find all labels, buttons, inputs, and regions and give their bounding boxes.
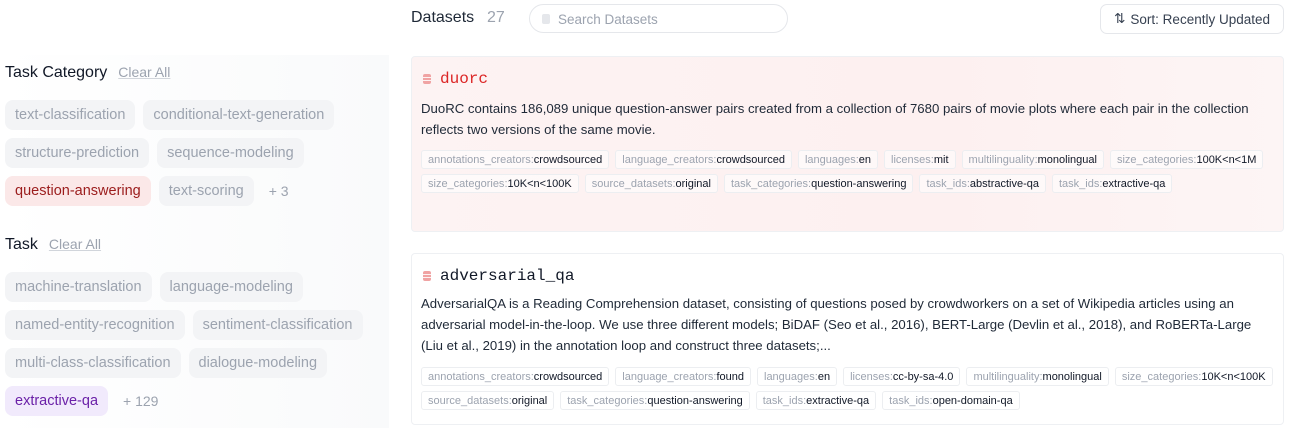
tag-value: 100K<n<1M xyxy=(1196,153,1257,166)
database-icon xyxy=(423,271,431,281)
tag-value: cc-by-sa-4.0 xyxy=(892,370,954,383)
tag-key: licenses xyxy=(891,153,931,166)
dataset-tag-chip[interactable] xyxy=(882,391,1020,410)
task-category-row xyxy=(5,138,304,168)
dataset-tag-chip[interactable] xyxy=(421,391,554,410)
tag-separator: : xyxy=(672,177,676,190)
tag-sequence-modeling[interactable]: sequence-modeling xyxy=(157,138,304,168)
tag-key: task_ids xyxy=(1059,177,1100,190)
task-title: Task xyxy=(5,236,38,253)
task-row xyxy=(5,310,363,340)
dataset-tag-chip[interactable] xyxy=(421,150,609,169)
dataset-card-header xyxy=(423,267,574,285)
tag-machine-translation[interactable]: machine-translation xyxy=(5,272,152,302)
tag-key: task_ids xyxy=(889,394,930,407)
tag-separator: : xyxy=(1034,153,1038,166)
tag-text-classification[interactable]: text-classification xyxy=(5,100,135,130)
dataset-tags xyxy=(421,150,1275,193)
tag-key: size_categories xyxy=(428,177,505,190)
task-category-row xyxy=(5,176,296,206)
dataset-tag-chip[interactable] xyxy=(1115,367,1273,386)
sort-button[interactable] xyxy=(1100,4,1284,34)
tag-text-scoring[interactable]: text-scoring xyxy=(159,176,254,206)
tag-value: original xyxy=(675,177,711,190)
tag-named-entity-recognition[interactable]: named-entity-recognition xyxy=(5,310,185,340)
tag-question-answering-selected[interactable]: question-answering xyxy=(5,176,151,206)
tag-value: open-domain-qa xyxy=(932,394,1013,407)
tag-separator: : xyxy=(713,370,717,383)
dataset-tag-chip[interactable] xyxy=(560,391,750,410)
tag-separator: : xyxy=(1193,153,1197,166)
task-category-row xyxy=(5,100,334,130)
search-icon xyxy=(542,14,550,24)
tag-separator: : xyxy=(530,153,534,166)
tag-separator: : xyxy=(644,394,648,407)
dataset-tag-chip[interactable] xyxy=(724,174,914,193)
tag-value: mit xyxy=(933,153,949,166)
tag-sentiment-classification[interactable]: sentiment-classification xyxy=(193,310,363,340)
tag-structure-prediction[interactable]: structure-prediction xyxy=(5,138,149,168)
tag-key: licenses xyxy=(850,370,890,383)
dataset-tag-chip[interactable] xyxy=(798,150,878,169)
dataset-count: 27 xyxy=(487,9,505,26)
tag-key: multilinguality xyxy=(968,153,1035,166)
tag-key: source_datasets xyxy=(591,177,673,190)
dataset-name[interactable]: adversarial_qa xyxy=(440,267,575,285)
dataset-tag-chip[interactable] xyxy=(962,150,1104,169)
tag-separator: : xyxy=(803,394,807,407)
dataset-name[interactable]: duorc xyxy=(440,70,489,88)
tag-separator: : xyxy=(855,153,859,166)
tag-value: en xyxy=(817,370,831,383)
tag-value: monolingual xyxy=(1042,370,1102,383)
tag-value: found xyxy=(716,370,744,383)
dataset-tag-chip[interactable] xyxy=(757,367,837,386)
tag-value: abstractive-qa xyxy=(969,177,1039,190)
dataset-tag-chip[interactable] xyxy=(615,367,751,386)
tag-separator: : xyxy=(814,370,818,383)
filter-sidebar xyxy=(0,55,389,428)
dataset-description: AdversarialQA is a Reading Comprehension dataset, consisting of questions posed by crowdworkers on a set of Wikipedia articles using an adversarial model-in-the-loop. We use three different models; BiDAF (Seo et al., 2016), BERT-Large (Devlin et al., 2018), and RoBERTa-Large (Liu et al., 2019) in the annotation loop and construct three datasets;... xyxy=(421,296,1252,353)
task-category-more[interactable]: + 3 xyxy=(268,183,289,199)
sort-icon: ⇅ xyxy=(1114,11,1126,26)
tag-value: crowdsourced xyxy=(533,153,603,166)
tag-key: task_categories xyxy=(730,177,809,190)
tag-separator: : xyxy=(504,177,508,190)
tag-separator: : xyxy=(929,394,933,407)
dataset-tag-chip[interactable] xyxy=(919,174,1046,193)
dataset-tag-chip[interactable] xyxy=(615,150,792,169)
tag-value: extractive-qa xyxy=(806,394,870,407)
task-row xyxy=(5,272,303,302)
tag-separator: : xyxy=(713,153,717,166)
tag-key: task_categories xyxy=(567,394,645,407)
dataset-tags xyxy=(421,367,1275,410)
tag-separator: : xyxy=(530,370,534,383)
dataset-tag-chip[interactable] xyxy=(1110,150,1263,169)
tag-separator: : xyxy=(508,394,512,407)
tag-dialogue-modeling[interactable]: dialogue-modeling xyxy=(189,348,328,378)
tag-separator: : xyxy=(1198,370,1202,383)
tag-key: annotations_creators xyxy=(428,153,531,166)
tag-key: source_datasets xyxy=(428,394,509,407)
datasets-header xyxy=(411,4,1284,34)
task-clear-all[interactable]: Clear All xyxy=(48,236,102,252)
tag-key: size_categories xyxy=(1121,370,1199,383)
tag-separator: : xyxy=(930,153,934,166)
task-category-title: Task Category xyxy=(5,64,108,81)
search-box[interactable] xyxy=(529,4,788,33)
tag-value: 10K<n<100K xyxy=(507,177,572,190)
tag-value: extractive-qa xyxy=(1102,177,1166,190)
page-title: Datasets xyxy=(411,9,475,26)
task-category-clear-all[interactable]: Clear All xyxy=(118,64,171,80)
tag-value: original xyxy=(511,394,548,407)
sort-label: Sort: Recently Updated xyxy=(1130,11,1270,27)
tag-key: task_ids xyxy=(926,177,967,190)
dataset-tag-chip[interactable] xyxy=(756,391,876,410)
dataset-tag-chip[interactable] xyxy=(1052,174,1172,193)
tag-separator: : xyxy=(1099,177,1103,190)
tag-separator: : xyxy=(889,370,893,383)
database-icon xyxy=(423,74,431,84)
tag-key: task_ids xyxy=(762,394,804,407)
tag-key: size_categories xyxy=(1116,153,1194,166)
tag-key: languages xyxy=(764,370,815,383)
task-row xyxy=(5,348,327,378)
tag-key: multilinguality xyxy=(973,370,1040,383)
dataset-tag-chip[interactable] xyxy=(585,174,718,193)
tag-value: question-answering xyxy=(811,177,907,190)
task-category-header xyxy=(5,64,170,82)
tag-key: languages xyxy=(804,153,856,166)
tag-value: crowdsourced xyxy=(716,153,785,166)
tag-conditional-text-generation[interactable]: conditional-text-generation xyxy=(143,100,334,130)
dataset-description: DuoRC contains 186,089 unique question-answer pairs created from a collection of 7680 pairs of movie plots where each pair in the collection reflects two versions of the same movie. xyxy=(421,101,1249,137)
dataset-card[interactable] xyxy=(411,253,1284,425)
task-header xyxy=(5,236,101,254)
tag-value: question-answering xyxy=(647,394,743,407)
tag-key: language_creators xyxy=(622,370,714,383)
search-input[interactable] xyxy=(558,9,778,29)
dataset-tag-chip[interactable] xyxy=(421,367,609,386)
tag-value: en xyxy=(858,153,872,166)
dataset-card[interactable] xyxy=(411,56,1284,232)
tag-value: monolingual xyxy=(1037,153,1097,166)
dataset-card-header xyxy=(423,70,488,88)
tag-language-modeling[interactable]: language-modeling xyxy=(160,272,303,302)
tag-multi-class-classification[interactable]: multi-class-classification xyxy=(5,348,181,378)
tag-key: annotations_creators xyxy=(428,370,531,383)
tag-separator: : xyxy=(966,177,970,190)
dataset-tag-chip[interactable] xyxy=(421,174,579,193)
tag-value: 10K<n<100K xyxy=(1201,370,1266,383)
dataset-tag-chip[interactable] xyxy=(843,367,960,386)
tag-extractive-qa-selected[interactable]: extractive-qa xyxy=(5,386,108,416)
tag-value: crowdsourced xyxy=(533,370,603,383)
tag-separator: : xyxy=(808,177,812,190)
tag-separator: : xyxy=(1039,370,1043,383)
task-row xyxy=(5,386,165,416)
dataset-tag-chip[interactable] xyxy=(884,150,955,169)
tag-key: language_creators xyxy=(622,153,714,166)
task-more[interactable]: + 129 xyxy=(123,393,159,409)
dataset-tag-chip[interactable] xyxy=(966,367,1108,386)
